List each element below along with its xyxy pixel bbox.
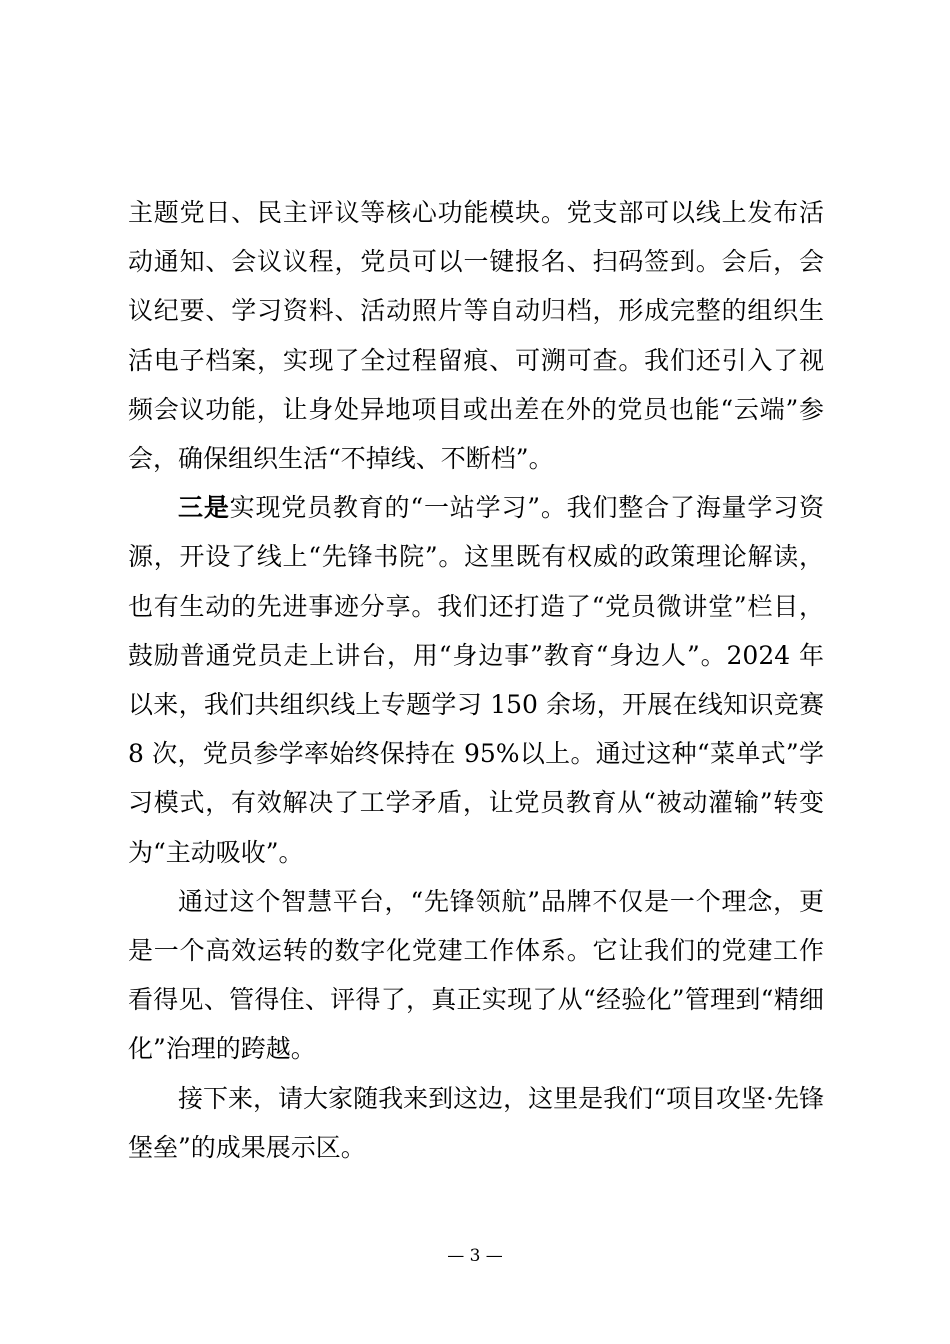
- paragraph-text: 通过这个智慧平台，“先锋领航”品牌不仅是一个理念，更是一个高效运转的数字化党建工作体系。它让我们的党建工作看得见、管得住、评得了，真正实现了从“经验化”管理到“精细化”治理的跨越。: [128, 886, 824, 1064]
- paragraph-transition: [128, 1074, 824, 1172]
- paragraph-text: 实现党员教育的“一站学习”。我们整合了海量学习资源，开设了线上“先锋书院”。这里既有权威的政策理论解读，也有生动的先进事迹分享。我们还打造了“党员微讲堂”栏目，鼓励普通党员走上讲台，用“身边事”教育“身边人”。2024 年以来，我们共组织线上专题学习 150 余场，开展在线知识竞赛 8 次，党员参学率始终保持在 95%以上。通过这种“菜单式”学习模式，有效解决了工学矛盾，让党员教育从“被动灌输”转变为“主动吸收”。: [128, 493, 824, 867]
- paragraph-text: 主题党日、民主评议等核心功能模块。党支部可以线上发布活动通知、会议议程，党员可以一键报名、扫码签到。会后，会议纪要、学习资料、活动照片等自动归档，形成完整的组织生活电子档案，实现了全过程留痕、可溯可查。我们还引入了视频会议功能，让身处异地项目或出差在外的党员也能“云端”参会，确保组织生活“不掉线、不断档”。: [128, 198, 824, 474]
- paragraph-lead: 三是: [178, 493, 230, 523]
- paragraph-continuation: [128, 188, 824, 483]
- page-number: — 3 —: [447, 1246, 503, 1266]
- paragraph-summary: [128, 877, 824, 1074]
- document-body: [128, 188, 824, 1172]
- paragraph-point-three: [128, 483, 824, 877]
- paragraph-text: 接下来，请大家随我来到这边，这里是我们“项目攻坚·先锋堡垒”的成果展示区。: [128, 1083, 824, 1162]
